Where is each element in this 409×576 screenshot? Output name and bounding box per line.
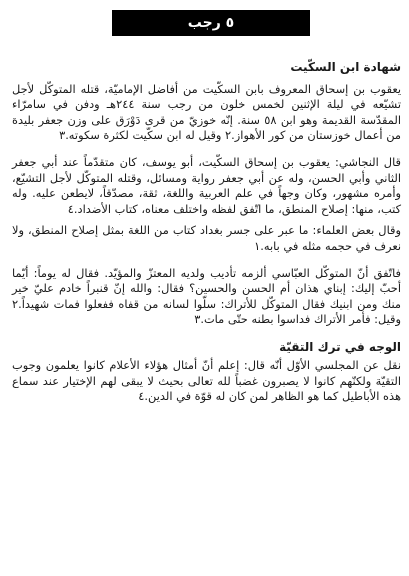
- paragraph: قال النجاشي: يعقوب بن إسحاق السكّيت، أبو يوسف، كان متقدّماً عند أبي جعفر الثاني وأبي الحسن، وله عن أبي جعفر رواية ومسائل، وقتله المتوكّل لأجل التشيّع، وأمره مشهور، وكان وجهاً في علم العربية واللغة، ثقة، مصدّقاً، لايطعن عليه. وله كتب، منها: إصلاح المنطق، ما اتّفق لفظه واختلف معناه، كتاب الأضداد.٤: [12, 154, 401, 216]
- section-heading: شهادة ابن السكّيت: [290, 60, 401, 74]
- paragraph: نقل عن المجلسي الأوّل أنّه قال: إعلم أنّ أمثال هؤلاء الأعلام كانوا يعلمون وجوب التقيّة ولكنّهم كانوا لا يصبرون غضباً لله تعالى بحيث لا يبقى لهم الإختيار عند سماع هذه الأباطيل كما هو الظاهر لمن كان له قوّة في الدين.٤: [12, 357, 401, 404]
- section-heading: [12, 340, 401, 354]
- section-heading-line: الوجه في ترك التقيّة: [279, 339, 401, 354]
- date-header: ٥ رجب: [112, 10, 310, 36]
- paragraph: وقال بعض العلماء: ما عبر على جسر بغداد كتاب من اللغة بمثل إصلاح المنطق، ولا نعرف في حجمه مثله في بابه.١: [12, 223, 401, 253]
- paragraph: فاتّفق أنّ المتوكّل العبّاسي ألزمه تأديب ولديه المعتزّ والمؤيّد. فقال له يوماً: أيّما أحبّ إليك: إبناي هذان أم الحسن والحسين؟ فقال: والله إنّ قنبراً خادم عليّ خير منك ومن ابنيك فقال المتوكّل للأتراك: سلّوا لسانه من قفاه ففعلوا فمات شهيداً.٢ وقيل: فأمر الأتراك فداسوا بطنه حتّى مات.٣: [12, 265, 401, 327]
- paragraph: يعقوب بن إسحاق المعروف بابن السكّيت من أفاضل الإماميّة، قتله المتوكّل لأجل تشيّعه في ليلة الإثنين لخمس خلون من رجب سنة ٢٤٤هـ ودفن في سامرّاء المقدّسة القديمة وهو ابن ٥٨ سنة. إنّه خوزيّ من قرى دَوْرَق على وزن جعفر بليدة من أعمال خوزستان من كور الأهواز.٢ وقيل له ابن سكّيت لكثرة سكوته.٣: [12, 81, 402, 143]
- document-body: [12, 60, 401, 416]
